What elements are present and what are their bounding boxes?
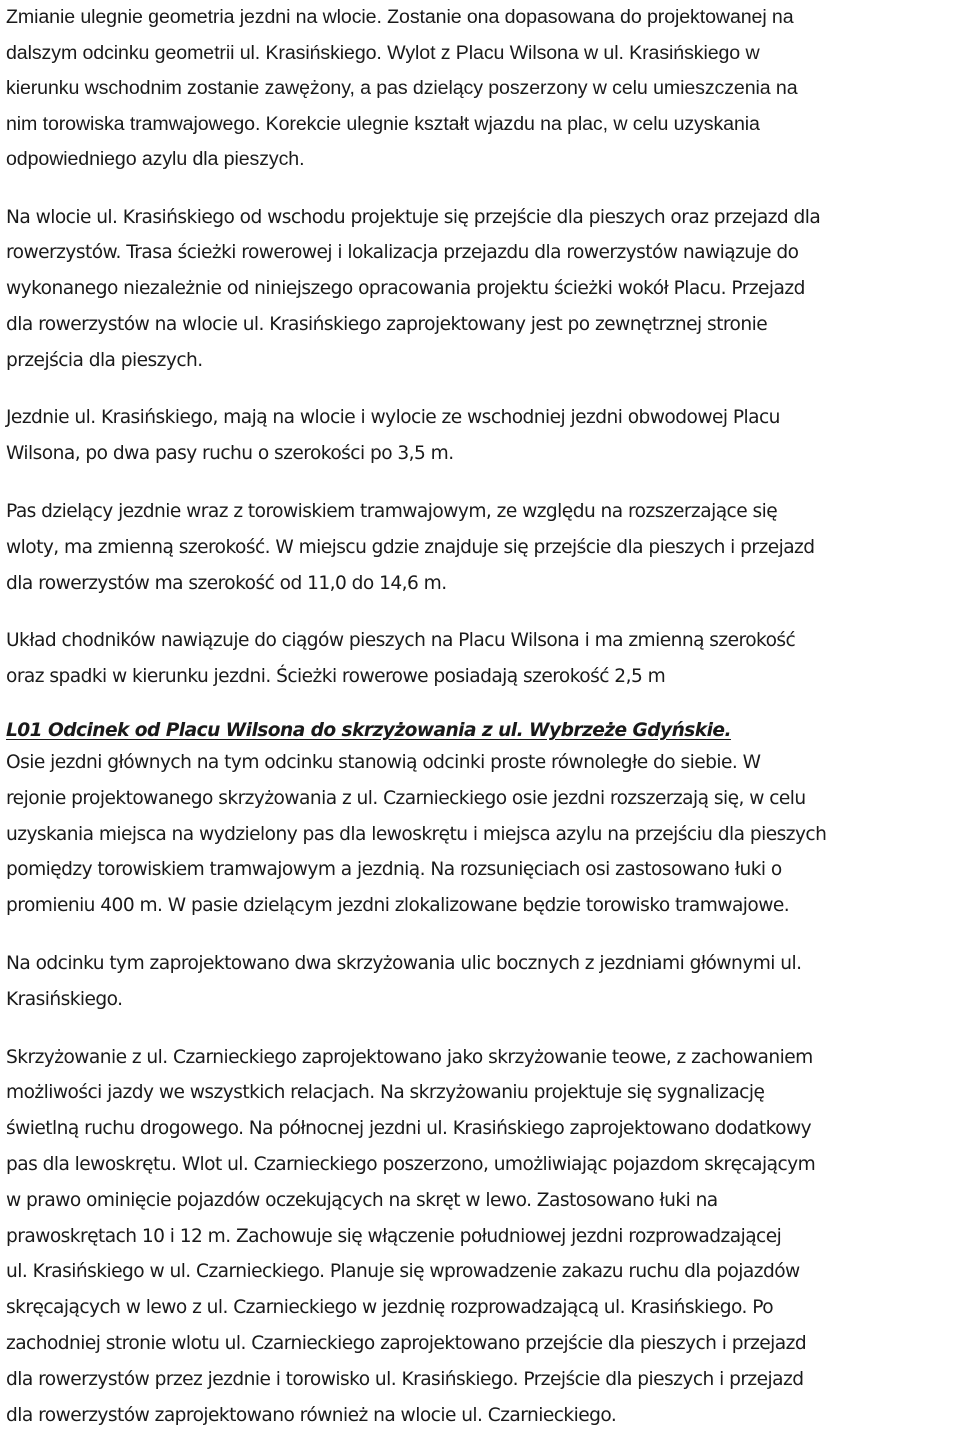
text-line: Wilsona, po dwa pasy ruchu o szerokości po 3,5 m. bbox=[6, 443, 454, 465]
text-line: skręcających w lewo z ul. Czarnieckiego w jezdnię rozprowadzającą ul. Krasińskiego. Po bbox=[6, 1297, 774, 1319]
paragraph-wlot-geometria bbox=[6, 0, 956, 178]
text-line: wloty, ma zmienną szerokość. W miejscu gdzie znajduje się przejście dla pieszych i przejazd bbox=[6, 536, 815, 558]
text-line: Pas dzielący jezdnie wraz z torowiskiem tramwajowym, ze względu na rozszerzające się bbox=[6, 501, 778, 523]
paragraph-jezdnie-pasy bbox=[6, 400, 956, 472]
text-line: pomiędzy torowiskiem tramwajowym a jezdnią. Na rozsunięciach osi zastosowano łuki o bbox=[6, 859, 782, 881]
text-line: prawoskrętach 10 i 12 m. Zachowuje się włączenie południowej jezdni rozprowadzającej bbox=[6, 1225, 782, 1247]
text-line: Układ chodników nawiązuje do ciągów pieszych na Placu Wilsona i ma zmienną szerokość bbox=[6, 630, 796, 652]
text-line: kierunku wschodnim zostanie zawężony, a pas dzielący poszerzony w celu umieszczenia na bbox=[6, 77, 798, 99]
text-line: Na wlocie ul. Krasińskiego od wschodu projektuje się przejście dla pieszych oraz przejazd dla bbox=[6, 206, 821, 228]
text-line: Krasińskiego. bbox=[6, 988, 123, 1010]
text-line: wykonanego niezależnie od niniejszego opracowania projektu ścieżki wokół Placu. Przejazd bbox=[6, 278, 805, 300]
paragraph-osie-jezdni bbox=[6, 745, 956, 924]
paragraph-pas-dzielacy bbox=[6, 494, 956, 601]
text-line: odpowiedniego azylu dla pieszych. bbox=[6, 148, 305, 170]
text-line: promieniu 400 m. W pasie dzielącym jezdni zlokalizowane będzie torowisko tramwajowe. bbox=[6, 895, 790, 917]
paragraph-skrzyzowania-boczne bbox=[6, 946, 956, 1018]
paragraph-chodniki bbox=[6, 623, 956, 695]
paragraph-przejscie-wschod bbox=[6, 200, 956, 379]
text-line: Osie jezdni głównych na tym odcinku stanowią odcinki proste równoległe do siebie. W bbox=[6, 752, 761, 774]
text-line: dla rowerzystów zaprojektowano również na wlocie ul. Czarnieckiego. bbox=[6, 1404, 617, 1426]
text-line: Jezdnie ul. Krasińskiego, mają na wlocie i wylocie ze wschodniej jezdni obwodowej Placu bbox=[6, 407, 780, 429]
text-line: oraz spadki w kierunku jezdni. Ścieżki rowerowe posiadają szerokość 2,5 m bbox=[6, 666, 666, 688]
paragraph-skrzyzowanie-czarnieckiego bbox=[6, 1040, 956, 1433]
text-line: dla rowerzystów na wlocie ul. Krasińskiego zaprojektowany jest po zewnętrznej stronie bbox=[6, 313, 768, 335]
text-line: Skrzyżowanie z ul. Czarnieckiego zaprojektowano jako skrzyżowanie teowe, z zachowaniem bbox=[6, 1046, 813, 1068]
text-line: dla rowerzystów ma szerokość od 11,0 do 14,6 m. bbox=[6, 572, 447, 594]
text-line: uzyskania miejsca na wydzielony pas dla lewoskrętu i miejsca azylu na przejściu dla pieszych bbox=[6, 823, 827, 845]
text-line: Na odcinku tym zaprojektowano dwa skrzyżowania ulic bocznych z jezdniami głównymi ul. bbox=[6, 953, 802, 975]
text-line: przejścia dla pieszych. bbox=[6, 349, 203, 371]
text-line: świetlną ruchu drogowego. Na północnej jezdni ul. Krasińskiego zaprojektowano dodatkowy bbox=[6, 1118, 812, 1140]
text-line: pas dla lewoskrętu. Wlot ul. Czarnieckiego poszerzono, umożliwiając pojazdom skręcającym bbox=[6, 1154, 816, 1176]
text-line: zachodniej stronie wlotu ul. Czarnieckiego zaprojektowano przejście dla pieszych i przejazd bbox=[6, 1333, 807, 1355]
text-line: rejonie projektowanego skrzyżowania z ul. Czarnieckiego osie jezdni rozszerzają się, w celu bbox=[6, 787, 806, 809]
text-line: możliwości jazdy we wszystkich relacjach. Na skrzyżowaniu projektuje się sygnalizację bbox=[6, 1082, 765, 1104]
text-line: dla rowerzystów przez jezdnie i torowisko ul. Krasińskiego. Przejście dla pieszych i przejazd bbox=[6, 1368, 804, 1390]
document-page bbox=[6, 0, 956, 1433]
text-line: Zmianie ulegnie geometria jezdni na wlocie. Zostanie ona dopasowana do projektowanej na bbox=[6, 6, 794, 28]
text-line: nim torowiska tramwajowego. Korekcie ulegnie kształt wjazdu na plac, w celu uzyskania bbox=[6, 112, 760, 135]
text-line: w prawo ominięcie pojazdów oczekujących na skręt w lewo. Zastosowano łuki na bbox=[6, 1189, 718, 1211]
text-line: ul. Krasińskiego w ul. Czarnieckiego. Planuje się wprowadzenie zakazu ruchu dla pojazdów bbox=[6, 1261, 800, 1283]
text-line: dalszym odcinku geometrii ul. Krasińskiego. Wylot z Placu Wilsona w ul. Krasińskiego w bbox=[6, 41, 760, 64]
text-line: rowerzystów. Trasa ścieżki rowerowej i lokalizacja przejazdu dla rowerzystów nawiązuje do bbox=[6, 242, 799, 264]
section-heading-l01: L01 Odcinek od Placu Wilsona do skrzyżowania z ul. Wybrzeże Gdyńskie. bbox=[6, 720, 731, 742]
